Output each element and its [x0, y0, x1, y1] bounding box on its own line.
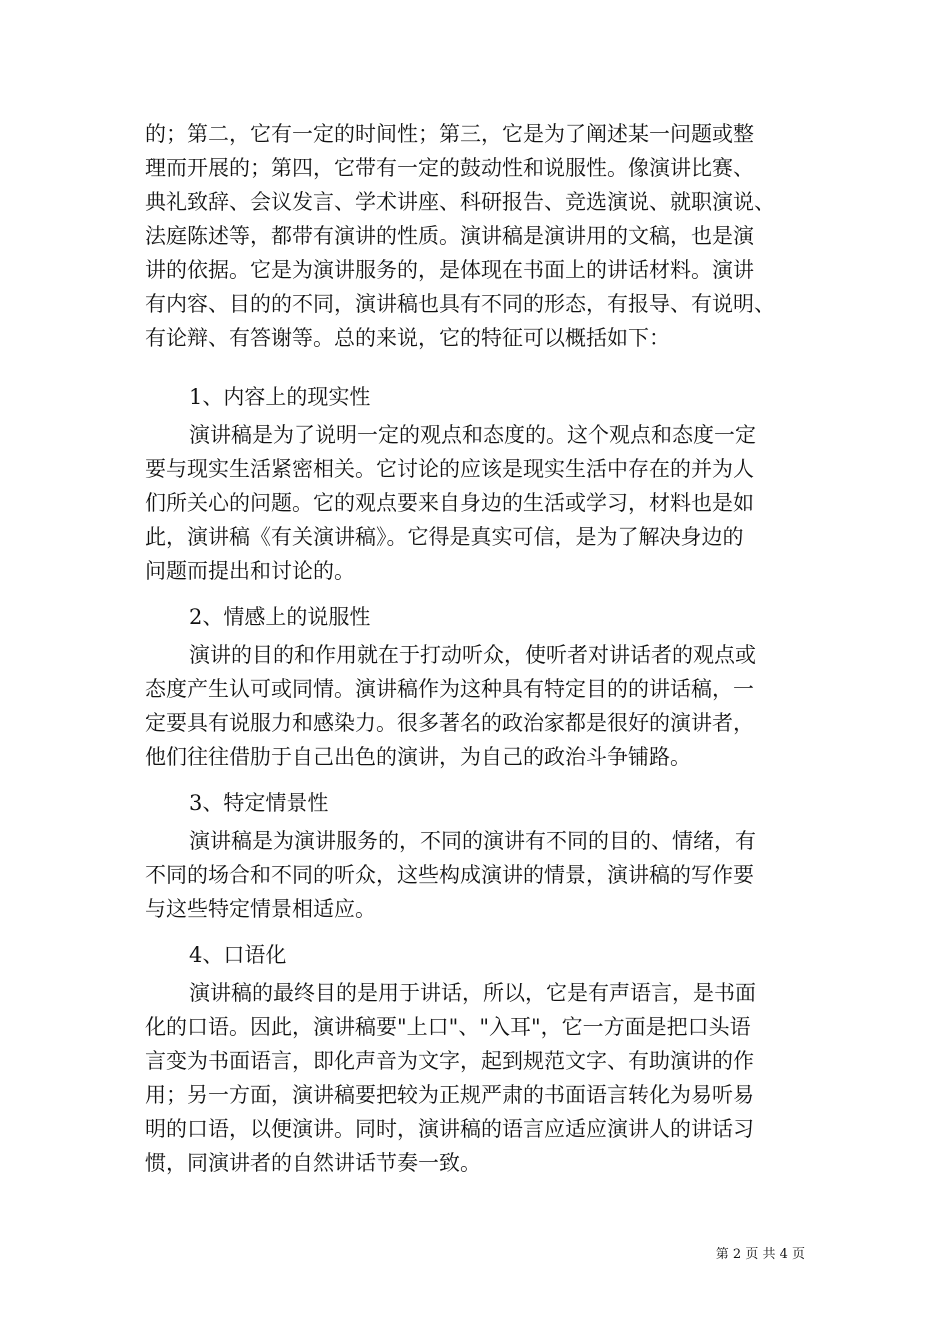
paragraph-line: 们所关心的问题。它的观点要来自身边的生活或学习，材料也是如 [145, 491, 754, 515]
paragraph-line: 的；第二，它有一定的时间性；第三，它是为了阐述某一问题或整 [145, 122, 754, 146]
section-heading: 4、口语化 [189, 943, 287, 967]
paragraph-line: 明的口语，以便演讲。同时，演讲稿的语言应适应演讲人的讲话习 [145, 1117, 754, 1141]
paragraph-line: 理而开展的；第四，它带有一定的鼓动性和说服性。像演讲比赛、 [145, 156, 754, 180]
page-number: 第 2 页 共 4 页 [715, 1247, 805, 1262]
section-heading: 1、内容上的现实性 [189, 385, 371, 409]
paragraph-line: 要与现实生活紧密相关。它讨论的应该是现实生活中存在的并为人 [145, 457, 754, 481]
paragraph-line: 他们往往借肋于自己出色的演讲，为自己的政治斗争铺路。 [145, 745, 691, 769]
paragraph-line: 此，演讲稿《有关演讲稿》。它得是真实可信，是为了解决身边的 [145, 525, 744, 549]
paragraph-line: 言变为书面语言，即化声音为文字，起到规范文字、有助演讲的作 [145, 1049, 754, 1073]
paragraph-line: 有论辩、有答谢等。总的来说，它的特征可以概括如下： [145, 326, 670, 350]
paragraph-line: 态度产生认可或同情。演讲稿作为这种具有特定目的的讲话稿，一 [145, 677, 754, 701]
paragraph-line: 演讲稿是为了说明一定的观点和态度的。这个观点和态度一定 [189, 423, 756, 447]
paragraph-line: 与这些特定情景相适应。 [145, 897, 376, 921]
paragraph-line: 法庭陈述等，都带有演讲的性质。演讲稿是演讲用的文稿，也是演 [145, 224, 754, 248]
paragraph-line: 典礼致辞、会议发言、学术讲座、科研报告、竞选演说、就职演说、 [145, 190, 775, 214]
section-heading: 2、情感上的说服性 [189, 605, 371, 629]
paragraph-line: 化的口语。因此，演讲稿要"上口"、"入耳"，它一方面是把口头语 [145, 1015, 751, 1039]
paragraph-line: 演讲的目的和作用就在于打动听众，使听者对讲话者的观点或 [189, 643, 756, 667]
paragraph-line: 用；另一方面，演讲稿要把较为正规严肃的书面语言转化为易听易 [145, 1083, 754, 1107]
paragraph-line: 演讲稿的最终目的是用于讲话，所以，它是有声语言，是书面 [189, 981, 756, 1005]
paragraph-line: 不同的场合和不同的听众，这些构成演讲的情景，演讲稿的写作要 [145, 863, 754, 887]
paragraph-line: 惯，同演讲者的自然讲话节奏一致。 [145, 1151, 481, 1175]
paragraph-line: 问题而提出和讨论的。 [145, 559, 355, 583]
section-heading: 3、特定情景性 [189, 791, 329, 815]
paragraph-line: 讲的依据。它是为演讲服务的，是体现在书面上的讲话材料。演讲 [145, 258, 754, 282]
paragraph-line: 演讲稿是为演讲服务的，不同的演讲有不同的目的、情绪，有 [189, 829, 756, 853]
paragraph-line: 定要具有说服力和感染力。很多著名的政治家都是很好的演讲者， [145, 711, 754, 735]
paragraph-line: 有内容、目的的不同，演讲稿也具有不同的形态，有报导、有说明、 [145, 292, 775, 316]
